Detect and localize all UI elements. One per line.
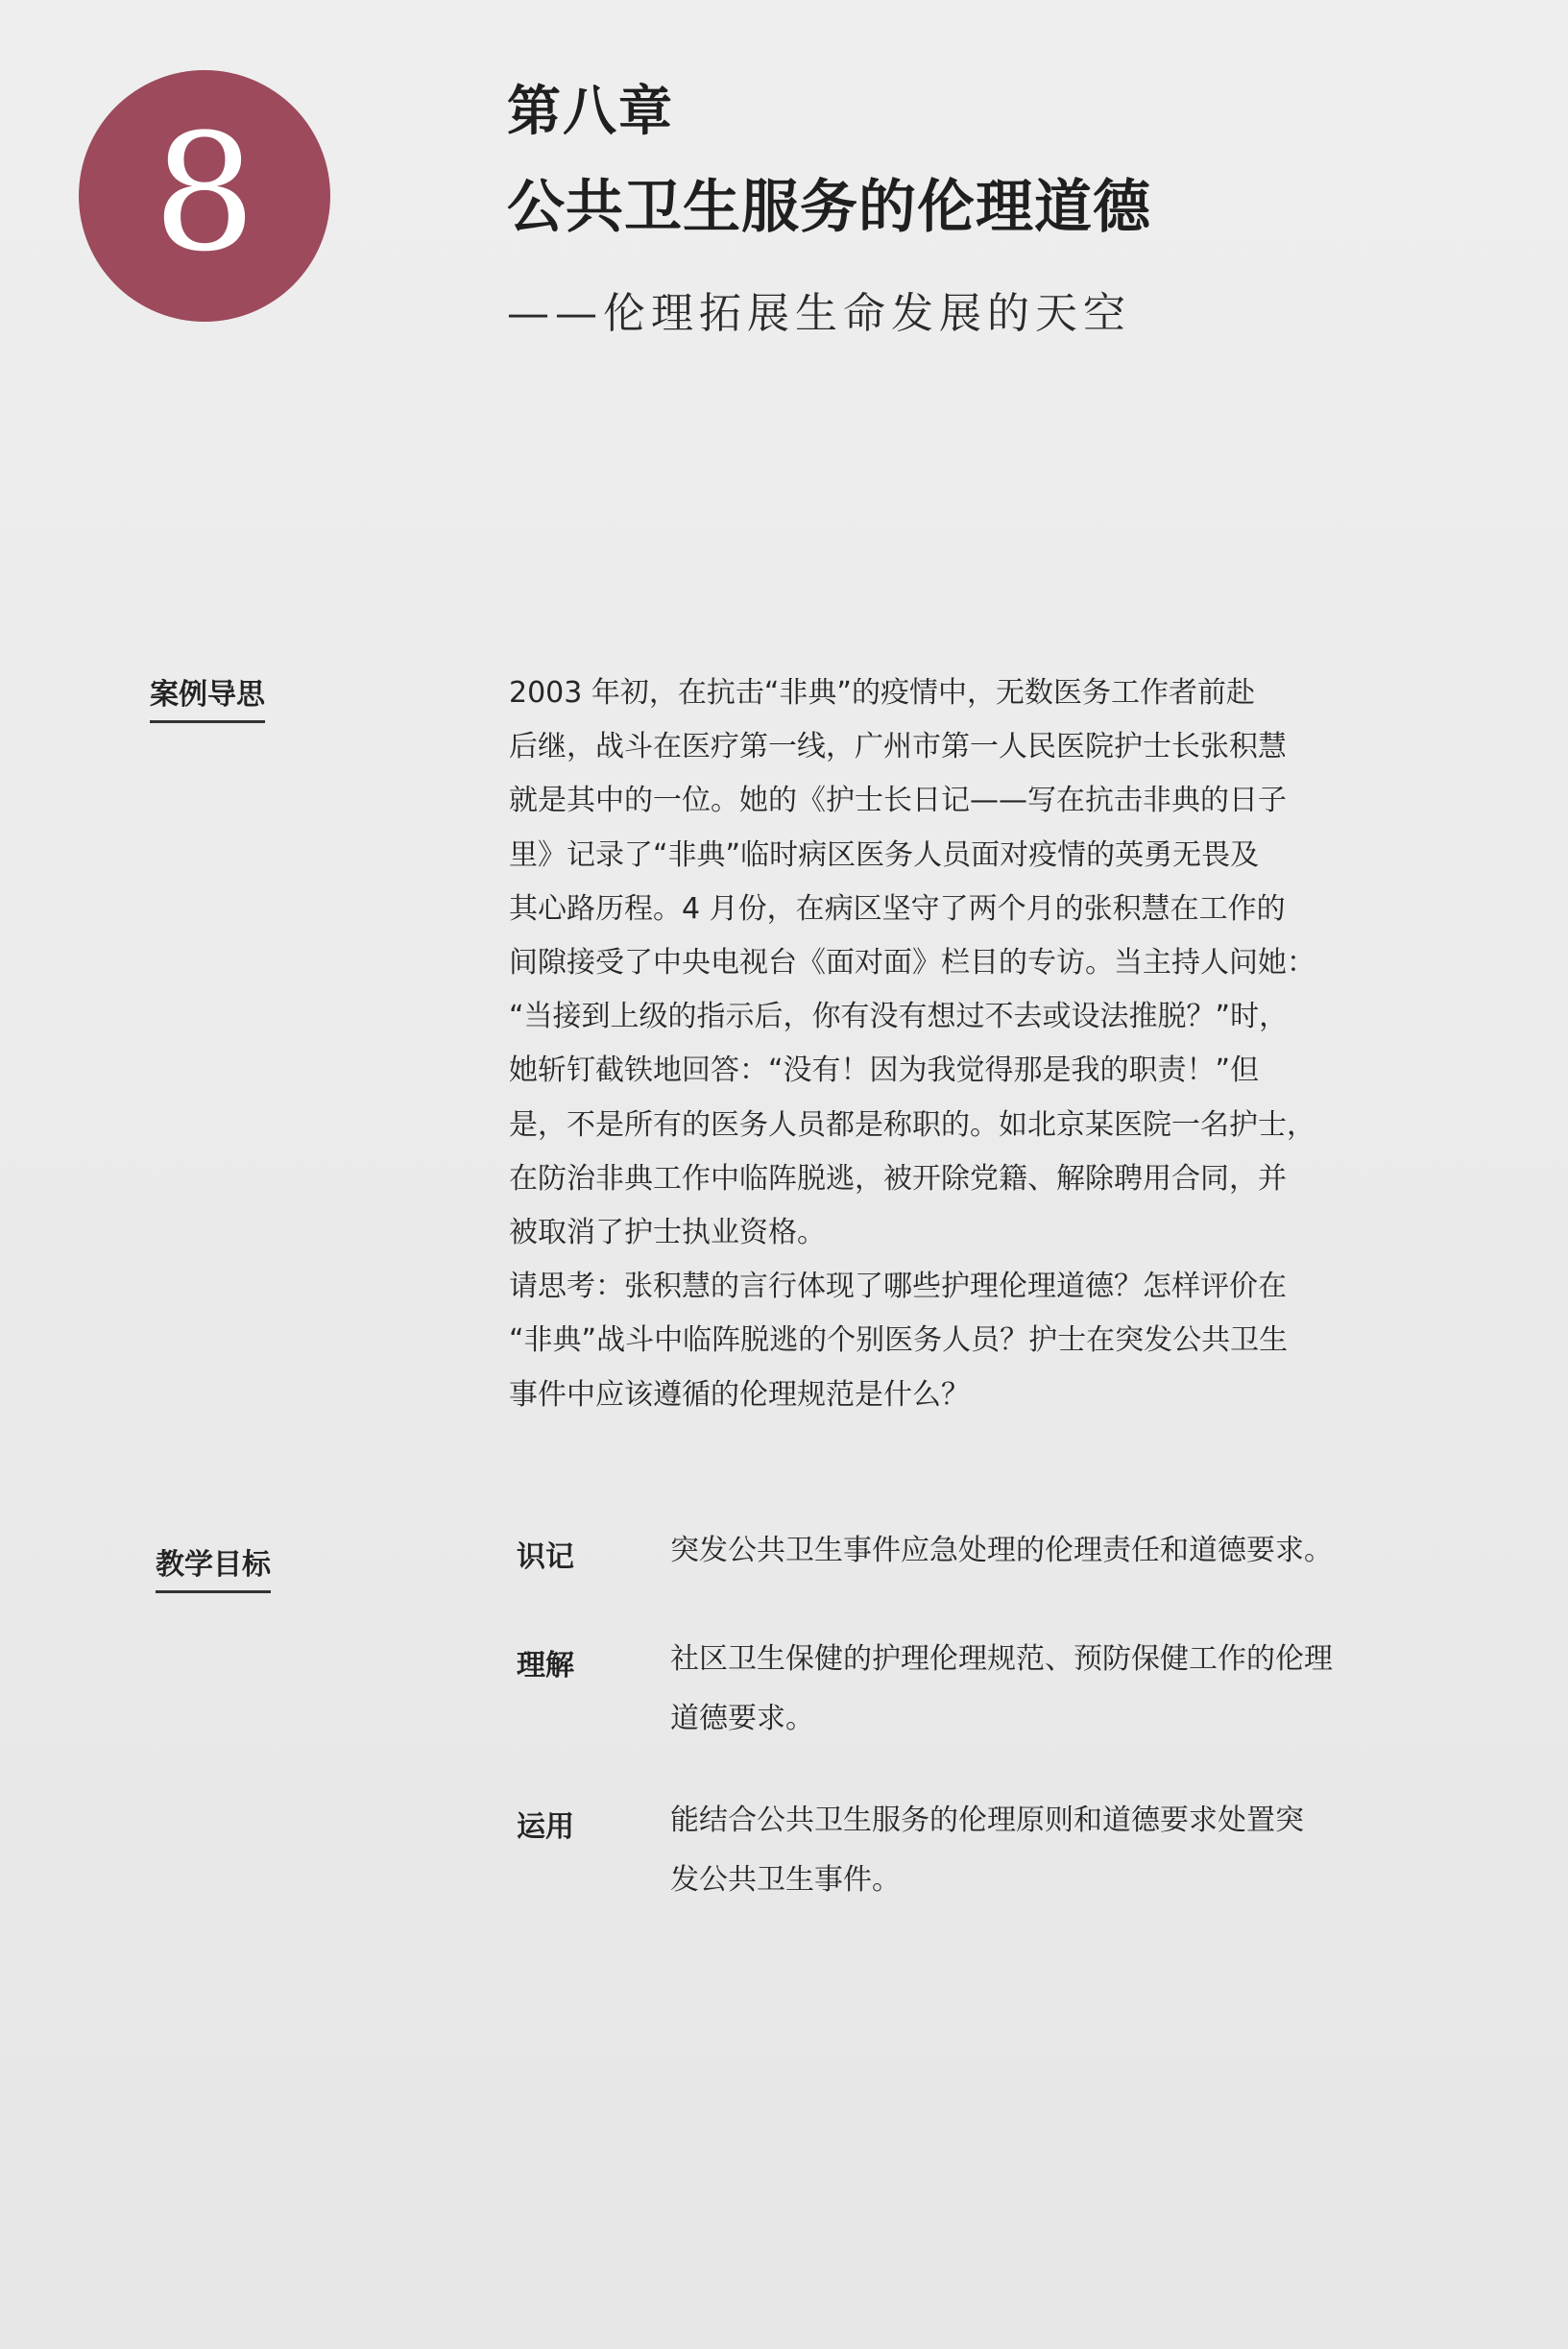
goal-description: [670, 1521, 1333, 1581]
case-line: 被取消了护士执业资格。: [509, 1216, 826, 1250]
goal-line: 道德要求。: [670, 1702, 814, 1735]
chapter-title: 公共卫生服务的伦理道德: [507, 174, 1151, 241]
goal-term: 识记: [517, 1540, 574, 1574]
goal-line: 能结合公共卫生服务的伦理原则和道德要求处置突: [670, 1804, 1304, 1837]
case-line: 里》记录了“非典”临时病区医务人员面对疫情的英勇无畏及: [509, 837, 1260, 872]
teaching-goals-label: 教学目标: [156, 1540, 271, 1593]
chapter-number: 8: [153, 99, 256, 287]
case-question-line: “非典”战斗中临阵脱逃的个别医务人员？护士在突发公共卫生: [509, 1323, 1289, 1358]
goal-term: 理解: [517, 1649, 574, 1683]
chapter-number-badge: [79, 70, 330, 322]
case-question-line: 请思考：张积慧的言行体现了哪些护理伦理道德？怎样评价在: [509, 1270, 1287, 1304]
case-line: “当接到上级的指示后，你有没有想过不去或设法推脱？”时，: [509, 1000, 1289, 1034]
goal-line: 突发公共卫生事件应急处理的伦理责任和道德要求。: [670, 1534, 1333, 1567]
goal-description: [670, 1630, 1333, 1749]
case-line: 就是其中的一位。她的《护士长日记——写在抗击非典的日子: [509, 784, 1287, 818]
goal-line: 社区卫生保健的护理伦理规范、预防保健工作的伦理: [670, 1642, 1333, 1676]
case-study-body: [509, 666, 1315, 1422]
chapter-label: 第八章: [507, 80, 674, 143]
case-line: 在防治非典工作中临阵脱逃，被开除党籍、解除聘用合同，并: [509, 1161, 1287, 1196]
case-line: 是，不是所有的医务人员都是称职的。如北京某医院一名护士，: [509, 1107, 1315, 1142]
case-line: 她斩钉截铁地回答：“没有！因为我觉得那是我的职责！”但: [509, 1053, 1260, 1088]
goal-term: 运用: [517, 1810, 574, 1844]
goal-description: [670, 1791, 1333, 1910]
chapter-subtitle: ——伦理拓展生命发展的天空: [507, 289, 1131, 338]
case-line: 其心路历程。4 月份，在病区坚守了两个月的张积慧在工作的: [509, 891, 1286, 926]
case-line: 2003 年初，在抗击“非典”的疫情中，无数医务工作者前赴: [509, 676, 1255, 710]
case-question-line: 事件中应该遵循的伦理规范是什么？: [509, 1377, 970, 1412]
case-line: 后继，战斗在医疗第一线，广州市第一人民医院护士长张积慧: [509, 730, 1287, 764]
goal-line: 发公共卫生事件。: [670, 1863, 901, 1897]
case-line: 间隙接受了中央电视台《面对面》栏目的专访。当主持人问她：: [509, 946, 1315, 981]
case-study-label: 案例导思: [150, 670, 265, 723]
